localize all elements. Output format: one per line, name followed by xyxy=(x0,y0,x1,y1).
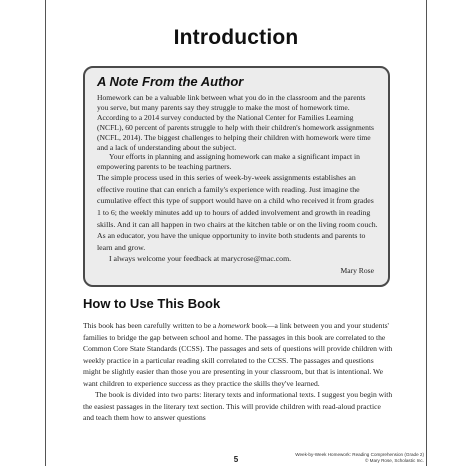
how-to-use-paragraph-1 xyxy=(83,320,393,389)
page-number: 5 xyxy=(233,455,239,464)
author-note-paragraph-3: The simple process used in this series of week-by-week assignments establishes an effective routine that can enrich a family's experience with reading. Just imagine the cumulative effect this type of support would have on a child who received it from grades 1 to 6; the weekly minutes add up to hours of added involvement and growth in reading skills. And it can all happen in two chairs at the kitchen table or on the living room couch. As an educator, you have the unique opportunity to invite both students and parents to learn and grow. xyxy=(97,173,378,252)
how-to-use-paragraph-2: The book is divided into two parts: literary texts and informational texts. I suggest you begin with the easiest passages in the literary text section. This will provide children with read-aloud practice and teach them how to answer questions xyxy=(83,390,393,422)
author-signature: Mary Rose xyxy=(340,266,374,275)
author-note-heading: A Note From the Author xyxy=(97,74,244,89)
credit-line xyxy=(295,452,424,464)
section-heading-how-to-use: How to Use This Book xyxy=(83,296,221,311)
author-note-box xyxy=(83,66,390,287)
paragraph-1-text-end: book—a link between you and your students' families to bridge the gap between school and home. The passages in this book are correlated to the Common Core State Standards (CCSS). The passages and sets of questions will provide children with weekly practice in a particular reading skill correlated to the CCSS. The passages and questions might be slightly easier than those you are presenting in your classroom, but that is intentional. We want children to experience success as they practice the skills they've learned. xyxy=(83,321,393,388)
credit-line-title: Week-by-Week Homework: Reading Comprehension (Grade 2) xyxy=(295,452,424,457)
emphasis-homework: homework xyxy=(218,321,250,330)
author-note-paragraph-1: Homework can be a valuable link between what you do in the classroom and the parents you serve, but many parents say they struggle to make the most of homework time. According to a 2014 survey conducted by the National Center for Families Learning (NCFL), 60 percent of parents struggle to help with their children's homework assignments (NCFL, 2014). The biggest challenges to helping their children with homework were time and a lack of understanding about the subject. xyxy=(97,93,375,152)
paragraph-1-text-start: This book has been carefully written to be a xyxy=(83,321,219,330)
how-to-use-body xyxy=(83,320,393,424)
author-note-paragraph-4: I always welcome your feedback at marycrose@mac.com. xyxy=(109,254,292,264)
credit-line-copyright: © Mary Rose, Scholastic Inc. xyxy=(364,458,424,463)
author-note-paragraph-2: Your efforts in planning and assigning homework can make a significant impact in empowering parents to be teaching partners. xyxy=(97,152,360,172)
page-title: Introduction xyxy=(173,26,299,49)
